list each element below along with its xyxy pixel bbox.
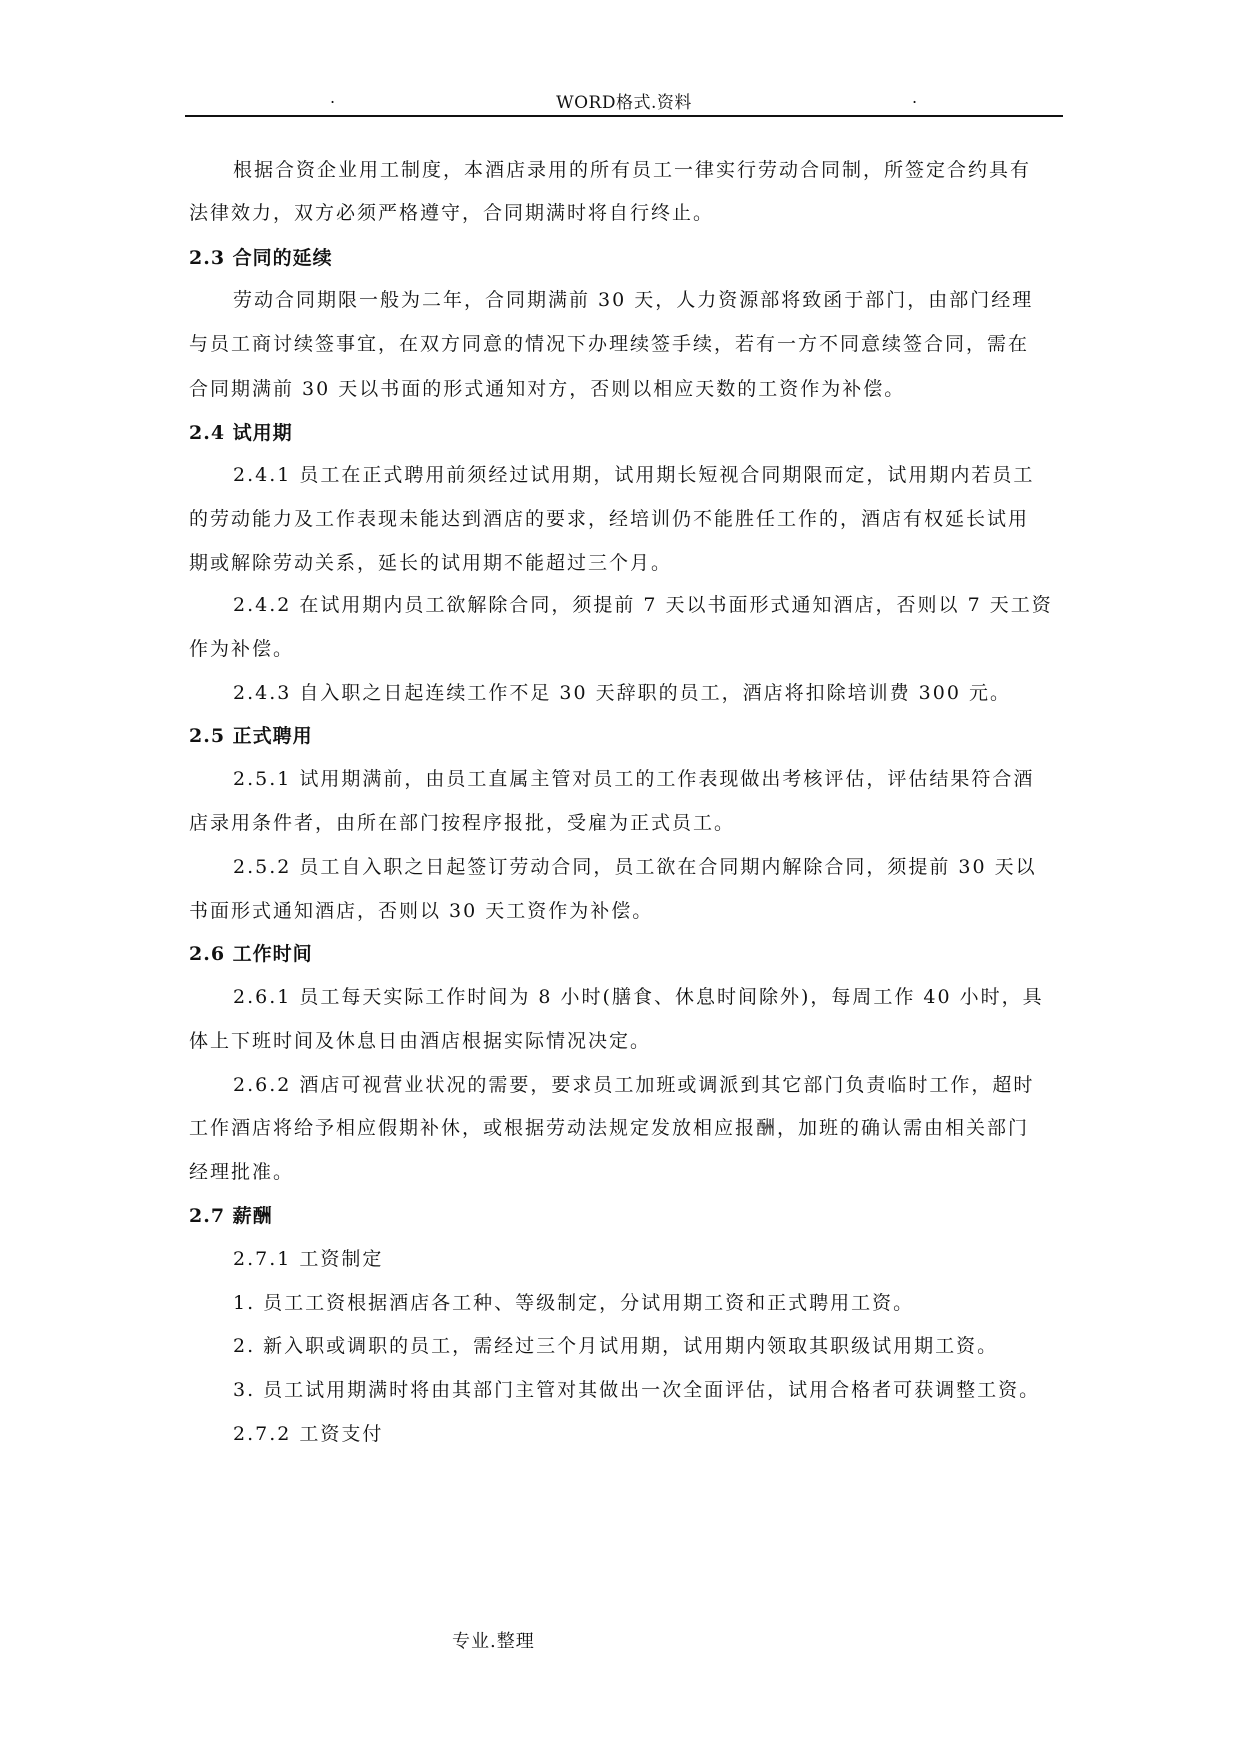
header-divider [185,115,1063,117]
header-dot-left: . [330,88,336,107]
paragraph-line: 2.6.2 酒店可视营业状况的需要，要求员工加班或调派到其它部门负责临时工作，超时 [233,1074,1035,1096]
page-footer: 专业.整理 [452,1631,535,1652]
paragraph-line: 合同期满前 30 天以书面的形式通知对方，否则以相应天数的工资作为补偿。 [189,378,906,400]
paragraph-line: 作为补偿。 [189,638,295,660]
paragraph-line: 法律效力，双方必须严格遵守，合同期满时将自行终止。 [189,202,715,224]
paragraph-line: 2.4.3 自入职之日起连续工作不足 30 天辞职的员工，酒店将扣除培训费 300 元。 [233,682,1011,704]
header-dot-right: . [912,88,918,107]
section-heading: 2.5 正式聘用 [189,725,313,747]
paragraph-line: 期或解除劳动关系，延长的试用期不能超过三个月。 [189,552,673,574]
section-heading: 2.3 合同的延续 [189,247,333,269]
paragraph-line: 书面形式通知酒店，否则以 30 天工资作为补偿。 [189,900,654,922]
paragraph-line: 与员工商讨续签事宜，在双方同意的情况下办理续签手续，若有一方不同意续签合同，需在 [189,333,1030,355]
paragraph-line: 2.7.1 工资制定 [233,1248,384,1270]
paragraph-line: 2.5.1 试用期满前，由员工直属主管对员工的工作表现做出考核评估，评估结果符合酒 [233,768,1035,790]
paragraph-line: 店录用条件者，由所在部门按程序报批，受雇为正式员工。 [189,812,736,834]
list-item: 3. 员工试用期满时将由其部门主管对其做出一次全面评估，试用合格者可获调整工资。 [233,1379,1041,1401]
list-item: 2. 新入职或调职的员工，需经过三个月试用期，试用期内领取其职级试用期工资。 [233,1335,999,1357]
paragraph-line: 根据合资企业用工制度，本酒店录用的所有员工一律实行劳动合同制，所签定合约具有 [233,159,1032,181]
paragraph-line: 体上下班时间及休息日由酒店根据实际情况决定。 [189,1030,652,1052]
paragraph-line: 2.4.2 在试用期内员工欲解除合同，须提前 7 天以书面形式通知酒店，否则以 7 天工资 [233,594,1053,616]
section-heading: 2.7 薪酬 [189,1205,273,1227]
paragraph-line: 经理批准。 [189,1161,295,1183]
paragraph-line: 劳动合同期限一般为二年，合同期满前 30 天，人力资源部将致函于部门，由部门经理 [233,289,1034,311]
paragraph-line: 2.4.1 员工在正式聘用前须经过试用期，试用期长短视合同期限而定，试用期内若员工 [233,464,1035,486]
paragraph-line: 2.6.1 员工每天实际工作时间为 8 小时(膳食、休息时间除外)，每周工作 40 小时，具 [233,986,1044,1008]
page-header [185,86,1063,112]
paragraph-line: 2.5.2 员工自入职之日起签订劳动合同，员工欲在合同期内解除合同，须提前 30 天以 [233,856,1037,878]
section-heading: 2.6 工作时间 [189,943,313,965]
list-item: 1. 员工工资根据酒店各工种、等级制定，分试用期工资和正式聘用工资。 [233,1292,915,1314]
paragraph-line: 的劳动能力及工作表现未能达到酒店的要求，经培训仍不能胜任工作的，酒店有权延长试用 [189,508,1030,530]
paragraph-line: 2.7.2 工资支付 [233,1423,384,1445]
header-title: WORD格式.资料 [556,93,692,113]
section-heading: 2.4 试用期 [189,422,293,444]
paragraph-line: 工作酒店将给予相应假期补休，或根据劳动法规定发放相应报酬，加班的确认需由相关部门 [189,1117,1030,1139]
